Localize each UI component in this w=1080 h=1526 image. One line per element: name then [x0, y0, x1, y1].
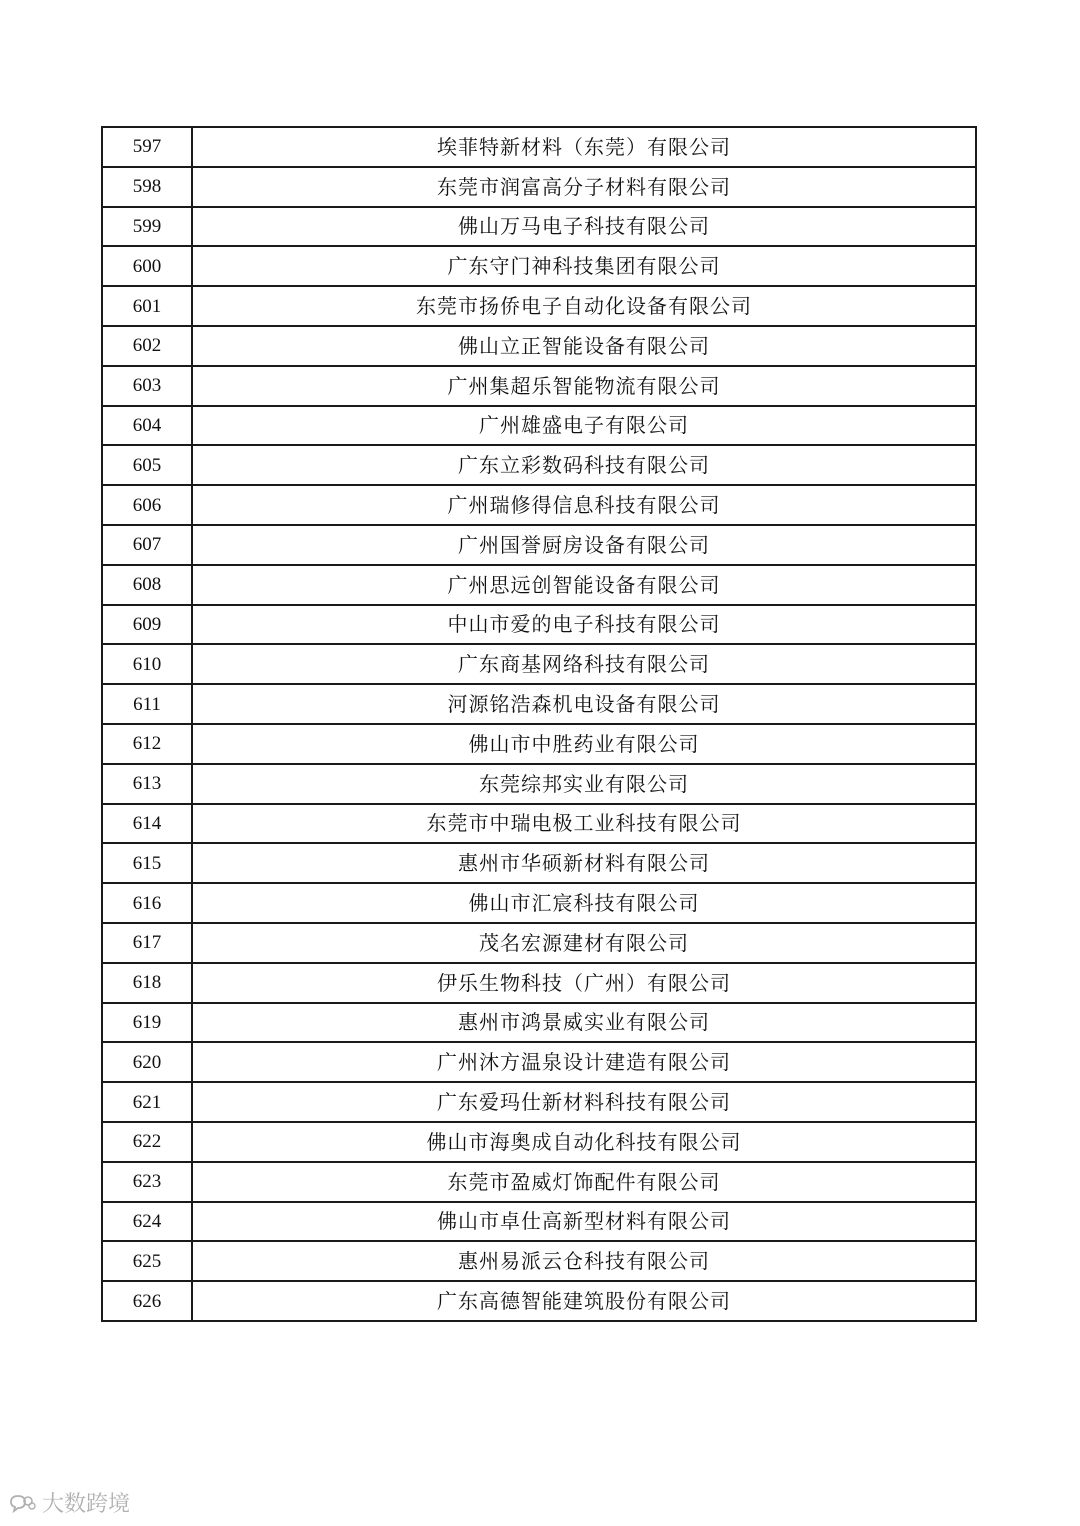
company-name-cell: 东莞市中瑞电极工业科技有限公司 — [192, 804, 976, 844]
row-number-cell: 610 — [102, 644, 192, 684]
table-row — [102, 326, 976, 366]
row-number-cell: 600 — [102, 246, 192, 286]
table-row — [102, 445, 976, 485]
row-number-cell: 601 — [102, 286, 192, 326]
company-name-cell: 伊乐生物科技（广州）有限公司 — [192, 963, 976, 1003]
table-row — [102, 406, 976, 446]
table-row — [102, 366, 976, 406]
table-row — [102, 565, 976, 605]
company-name-cell: 广东守门神科技集团有限公司 — [192, 246, 976, 286]
company-name-cell: 茂名宏源建材有限公司 — [192, 923, 976, 963]
row-number-cell: 598 — [102, 167, 192, 207]
row-number-cell: 622 — [102, 1122, 192, 1162]
row-number-cell: 597 — [102, 127, 192, 167]
row-number-cell: 616 — [102, 883, 192, 923]
table-body — [102, 127, 976, 1321]
company-name-cell: 佛山立正智能设备有限公司 — [192, 326, 976, 366]
row-number-cell: 608 — [102, 565, 192, 605]
table-row — [102, 525, 976, 565]
row-number-cell: 623 — [102, 1162, 192, 1202]
row-number-cell: 606 — [102, 485, 192, 525]
row-number-cell: 621 — [102, 1082, 192, 1122]
company-name-cell: 埃菲特新材料（东莞）有限公司 — [192, 127, 976, 167]
company-name-cell: 佛山万马电子科技有限公司 — [192, 207, 976, 247]
row-number-cell: 626 — [102, 1281, 192, 1321]
company-name-cell: 东莞市盈威灯饰配件有限公司 — [192, 1162, 976, 1202]
company-name-cell: 惠州市华硕新材料有限公司 — [192, 843, 976, 883]
row-number-cell: 620 — [102, 1042, 192, 1082]
company-name-cell: 广州国誉厨房设备有限公司 — [192, 525, 976, 565]
chat-bubble-logo-icon — [8, 1493, 36, 1513]
row-number-cell: 614 — [102, 804, 192, 844]
table-row — [102, 485, 976, 525]
company-name-cell: 惠州易派云仓科技有限公司 — [192, 1241, 976, 1281]
table-row — [102, 246, 976, 286]
table-row — [102, 167, 976, 207]
company-name-cell: 佛山市汇宸科技有限公司 — [192, 883, 976, 923]
company-name-cell: 惠州市鸿景威实业有限公司 — [192, 1003, 976, 1043]
row-number-cell: 624 — [102, 1202, 192, 1242]
table-row — [102, 883, 976, 923]
table-row — [102, 684, 976, 724]
table-row — [102, 1122, 976, 1162]
row-number-cell: 613 — [102, 764, 192, 804]
company-name-cell: 东莞市润富高分子材料有限公司 — [192, 167, 976, 207]
table-row — [102, 286, 976, 326]
row-number-cell: 618 — [102, 963, 192, 1003]
company-table-container — [101, 126, 977, 1322]
row-number-cell: 599 — [102, 207, 192, 247]
row-number-cell: 607 — [102, 525, 192, 565]
table-row — [102, 1281, 976, 1321]
row-number-cell: 611 — [102, 684, 192, 724]
watermark-text: 大数跨境 — [42, 1492, 131, 1517]
company-name-cell: 广东商基网络科技有限公司 — [192, 644, 976, 684]
table-row — [102, 963, 976, 1003]
table-row — [102, 1162, 976, 1202]
table-row — [102, 207, 976, 247]
company-name-cell: 广州沐方温泉设计建造有限公司 — [192, 1042, 976, 1082]
table-row — [102, 1082, 976, 1122]
company-name-cell: 河源铭浩森机电设备有限公司 — [192, 684, 976, 724]
company-table — [101, 126, 977, 1322]
table-row — [102, 804, 976, 844]
row-number-cell: 617 — [102, 923, 192, 963]
company-name-cell: 佛山市卓仕高新型材料有限公司 — [192, 1202, 976, 1242]
company-name-cell: 佛山市中胜药业有限公司 — [192, 724, 976, 764]
row-number-cell: 602 — [102, 326, 192, 366]
table-row — [102, 764, 976, 804]
table-row — [102, 127, 976, 167]
company-name-cell: 广东高德智能建筑股份有限公司 — [192, 1281, 976, 1321]
row-number-cell: 612 — [102, 724, 192, 764]
company-name-cell: 广东立彩数码科技有限公司 — [192, 445, 976, 485]
company-name-cell: 佛山市海奥成自动化科技有限公司 — [192, 1122, 976, 1162]
table-row — [102, 1241, 976, 1281]
company-name-cell: 广州思远创智能设备有限公司 — [192, 565, 976, 605]
table-row — [102, 644, 976, 684]
company-name-cell: 东莞市扬侨电子自动化设备有限公司 — [192, 286, 976, 326]
table-row — [102, 724, 976, 764]
table-row — [102, 605, 976, 645]
row-number-cell: 604 — [102, 406, 192, 446]
table-row — [102, 1003, 976, 1043]
watermark — [8, 1487, 130, 1518]
company-name-cell: 广东爱玛仕新材料科技有限公司 — [192, 1082, 976, 1122]
table-row — [102, 1042, 976, 1082]
row-number-cell: 609 — [102, 605, 192, 645]
table-row — [102, 923, 976, 963]
row-number-cell: 603 — [102, 366, 192, 406]
company-name-cell: 广州集超乐智能物流有限公司 — [192, 366, 976, 406]
table-row — [102, 1202, 976, 1242]
company-name-cell: 广州瑞修得信息科技有限公司 — [192, 485, 976, 525]
table-row — [102, 843, 976, 883]
company-name-cell: 中山市爱的电子科技有限公司 — [192, 605, 976, 645]
row-number-cell: 605 — [102, 445, 192, 485]
company-name-cell: 广州雄盛电子有限公司 — [192, 406, 976, 446]
company-name-cell: 东莞综邦实业有限公司 — [192, 764, 976, 804]
row-number-cell: 619 — [102, 1003, 192, 1043]
row-number-cell: 615 — [102, 843, 192, 883]
row-number-cell: 625 — [102, 1241, 192, 1281]
